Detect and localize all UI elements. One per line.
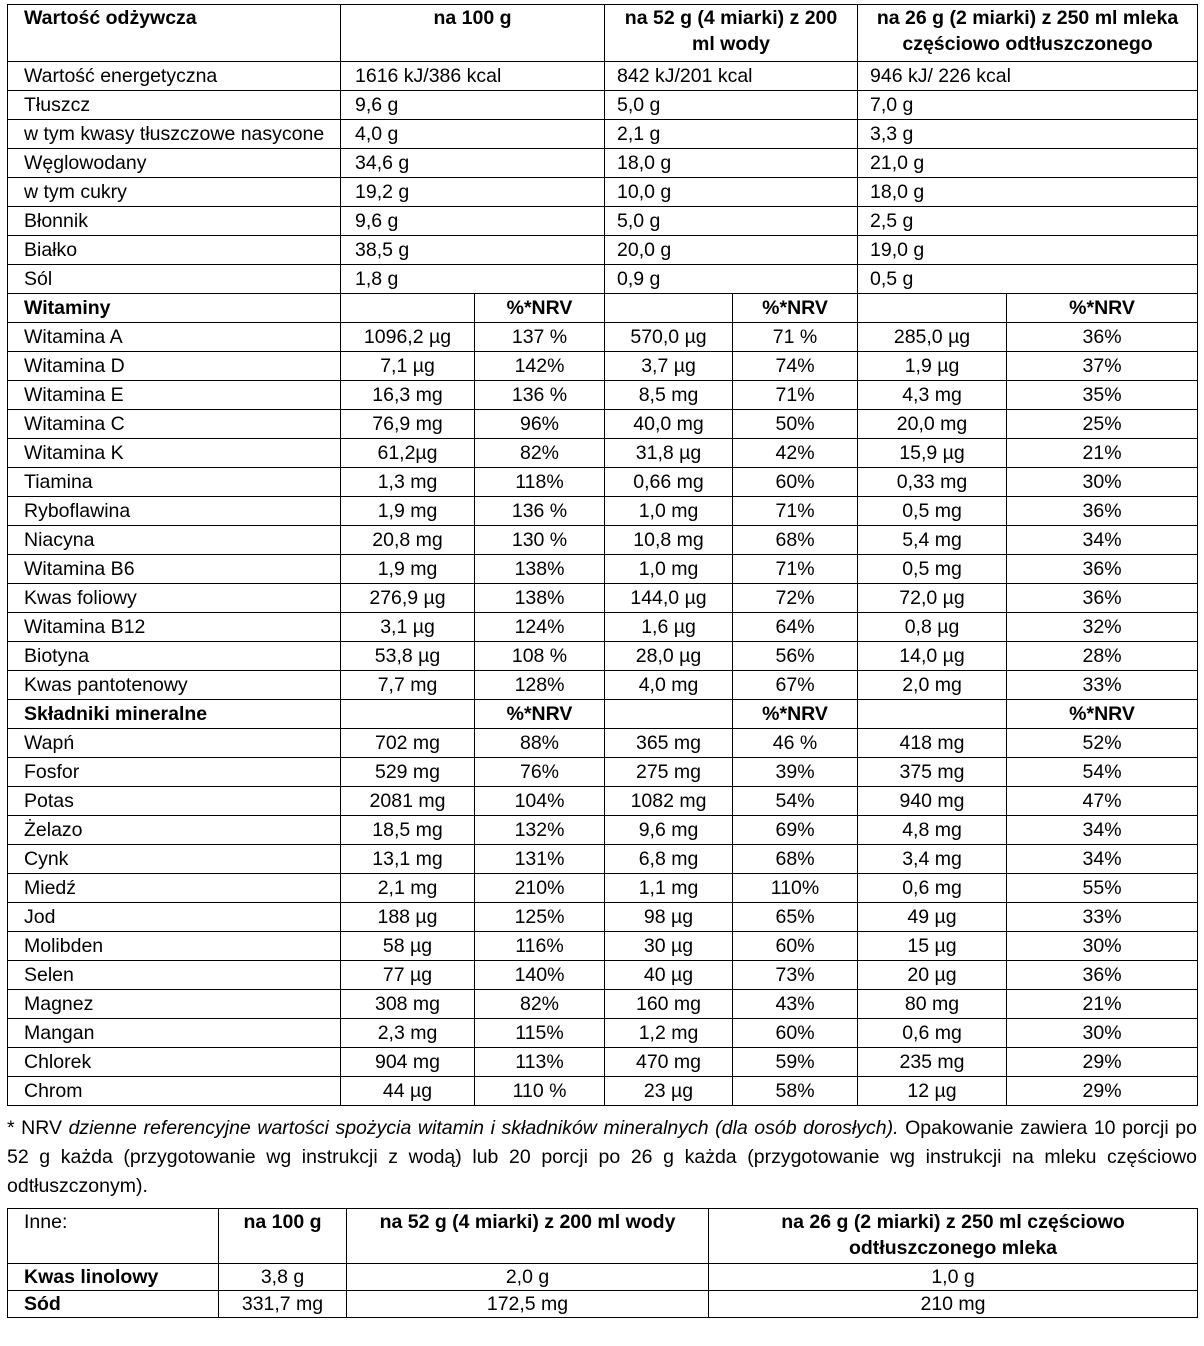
empty-cell <box>605 294 733 323</box>
value-per-100g: 1,9 mg <box>341 497 475 526</box>
nutrient-name: w tym kwasy tłuszczowe nasycone <box>8 120 341 149</box>
nrv-per-26g: 32% <box>1007 613 1198 642</box>
vitamin-row-name: Tiamina <box>8 468 341 497</box>
value-per-52g: 275 mg <box>605 758 733 787</box>
value-per-100g: 44 µg <box>341 1077 475 1106</box>
other-nutrient-name: Kwas linolowy <box>8 1264 219 1291</box>
value-per-52g: 30 µg <box>605 932 733 961</box>
value-per-52g: 2,0 g <box>347 1264 709 1291</box>
mineral-row-name: Molibden <box>8 932 341 961</box>
other-row <box>8 1264 1198 1291</box>
nrv-per-100g: 131% <box>475 845 605 874</box>
nrv-per-26g: 47% <box>1007 787 1198 816</box>
nrv-per-100g: 138% <box>475 555 605 584</box>
header-per-26g: na 26 g (2 miarki) z 250 ml mleka częściowo odtłuszczonego <box>858 5 1198 62</box>
vitamin-row-name: Witamina A <box>8 323 341 352</box>
mineral-row <box>8 787 1198 816</box>
vitamin-row <box>8 584 1198 613</box>
value-per-26g: 15 µg <box>858 932 1007 961</box>
nutrient-name: Tłuszcz <box>8 91 341 120</box>
value-per-52g: 4,0 mg <box>605 671 733 700</box>
nrv-per-52g: 42% <box>733 439 858 468</box>
nrv-per-52g: 64% <box>733 613 858 642</box>
value-per-52g: 6,8 mg <box>605 845 733 874</box>
value-per-100g: 16,3 mg <box>341 381 475 410</box>
vitamin-row <box>8 642 1198 671</box>
vitamin-row <box>8 381 1198 410</box>
nrv-per-100g: 136 % <box>475 497 605 526</box>
value-per-52g: 0,66 mg <box>605 468 733 497</box>
value-per-52g: 9,6 mg <box>605 816 733 845</box>
nutrient-name: w tym cukry <box>8 178 341 207</box>
vitamin-row-name: Witamina D <box>8 352 341 381</box>
mineral-row-name: Magnez <box>8 990 341 1019</box>
nrv-per-52g: 68% <box>733 845 858 874</box>
nutrient-name: Błonnik <box>8 207 341 236</box>
nrv-header-100g: %*NRV <box>475 700 605 729</box>
value-per-100g: 276,9 µg <box>341 584 475 613</box>
nrv-header-52g: %*NRV <box>733 700 858 729</box>
vitamins-header-label: Witaminy <box>8 294 341 323</box>
value-per-100g: 18,5 mg <box>341 816 475 845</box>
vitamin-row-name: Kwas pantotenowy <box>8 671 341 700</box>
vitamins-header <box>8 294 1198 323</box>
value-per-52g: 10,8 mg <box>605 526 733 555</box>
nrv-per-52g: 46 % <box>733 729 858 758</box>
value-per-26g: 18,0 g <box>858 178 1198 207</box>
nrv-per-100g: 130 % <box>475 526 605 555</box>
value-per-100g: 7,7 mg <box>341 671 475 700</box>
value-per-52g: 10,0 g <box>605 178 858 207</box>
nrv-per-52g: 43% <box>733 990 858 1019</box>
nrv-per-100g: 125% <box>475 903 605 932</box>
nrv-per-100g: 118% <box>475 468 605 497</box>
vitamin-row-name: Witamina B12 <box>8 613 341 642</box>
nrv-per-26g: 34% <box>1007 816 1198 845</box>
other-header-per-100g: na 100 g <box>219 1209 347 1264</box>
value-per-52g: 5,0 g <box>605 91 858 120</box>
nutrient-row <box>8 62 1198 91</box>
value-per-26g: 21,0 g <box>858 149 1198 178</box>
nrv-per-100g: 138% <box>475 584 605 613</box>
value-per-100g: 34,6 g <box>341 149 605 178</box>
nutrient-row <box>8 149 1198 178</box>
mineral-row <box>8 874 1198 903</box>
value-per-100g: 20,8 mg <box>341 526 475 555</box>
value-per-100g: 76,9 mg <box>341 410 475 439</box>
value-per-52g: 5,0 g <box>605 207 858 236</box>
nrv-per-26g: 28% <box>1007 642 1198 671</box>
value-per-26g: 5,4 mg <box>858 526 1007 555</box>
nrv-per-52g: 58% <box>733 1077 858 1106</box>
empty-cell <box>858 294 1007 323</box>
header-row <box>8 5 1198 62</box>
mineral-row-name: Miedź <box>8 874 341 903</box>
nrv-per-100g: 116% <box>475 932 605 961</box>
minerals-header-label: Składniki mineralne <box>8 700 341 729</box>
value-per-26g: 375 mg <box>858 758 1007 787</box>
footnote-package-info: Opakowanie zawiera 10 porcji po 52 g każda (przygotowanie wg instrukcji z wodą) lub 20 porcji po 26 g każda (przygotowanie wg instrukcji na mleku częściowo odtłuszczonym). <box>7 1117 1197 1197</box>
value-per-100g: 4,0 g <box>341 120 605 149</box>
value-per-52g: 365 mg <box>605 729 733 758</box>
nutrient-name: Sól <box>8 265 341 294</box>
nutrient-row <box>8 236 1198 265</box>
value-per-26g: 0,6 mg <box>858 1019 1007 1048</box>
nrv-per-100g: 110 % <box>475 1077 605 1106</box>
value-per-100g: 1,9 mg <box>341 555 475 584</box>
value-per-26g: 0,5 mg <box>858 497 1007 526</box>
header-per-52g: na 52 g (4 miarki) z 200 ml wody <box>605 5 858 62</box>
value-per-52g: 1082 mg <box>605 787 733 816</box>
nrv-per-100g: 96% <box>475 410 605 439</box>
nrv-per-26g: 33% <box>1007 903 1198 932</box>
nrv-header-100g: %*NRV <box>475 294 605 323</box>
vitamin-row <box>8 555 1198 584</box>
value-per-26g: 285,0 µg <box>858 323 1007 352</box>
value-per-100g: 1096,2 µg <box>341 323 475 352</box>
nrv-per-52g: 65% <box>733 903 858 932</box>
value-per-100g: 77 µg <box>341 961 475 990</box>
mineral-row-name: Selen <box>8 961 341 990</box>
nrv-per-100g: 136 % <box>475 381 605 410</box>
value-per-26g: 4,3 mg <box>858 381 1007 410</box>
value-per-26g: 0,6 mg <box>858 874 1007 903</box>
value-per-26g: 20,0 mg <box>858 410 1007 439</box>
nrv-per-100g: 88% <box>475 729 605 758</box>
value-per-52g: 842 kJ/201 kcal <box>605 62 858 91</box>
nrv-per-26g: 55% <box>1007 874 1198 903</box>
value-per-26g: 946 kJ/ 226 kcal <box>858 62 1198 91</box>
value-per-52g: 98 µg <box>605 903 733 932</box>
value-per-26g: 3,3 g <box>858 120 1198 149</box>
nrv-per-26g: 25% <box>1007 410 1198 439</box>
vitamin-row-name: Witamina C <box>8 410 341 439</box>
nrv-per-100g: 124% <box>475 613 605 642</box>
value-per-52g: 1,0 mg <box>605 497 733 526</box>
nrv-per-26g: 33% <box>1007 671 1198 700</box>
nutrient-name: Węglowodany <box>8 149 341 178</box>
value-per-100g: 9,6 g <box>341 207 605 236</box>
mineral-row <box>8 1077 1198 1106</box>
mineral-row-name: Chrom <box>8 1077 341 1106</box>
vitamin-row <box>8 439 1198 468</box>
mineral-row-name: Jod <box>8 903 341 932</box>
nrv-per-26g: 30% <box>1007 468 1198 497</box>
value-per-100g: 61,2µg <box>341 439 475 468</box>
empty-cell <box>341 294 475 323</box>
value-per-52g: 20,0 g <box>605 236 858 265</box>
other-header-per-26g: na 26 g (2 miarki) z 250 ml częściowo odtłuszczonego mleka <box>709 1209 1198 1264</box>
nutrient-row <box>8 207 1198 236</box>
mineral-row <box>8 1048 1198 1077</box>
value-per-100g: 7,1 µg <box>341 352 475 381</box>
nrv-per-100g: 142% <box>475 352 605 381</box>
nrv-per-26g: 35% <box>1007 381 1198 410</box>
value-per-52g: 570,0 µg <box>605 323 733 352</box>
nutrition-table <box>7 4 1198 1106</box>
other-table <box>7 1208 1198 1318</box>
vitamin-row <box>8 352 1198 381</box>
nrv-per-52g: 60% <box>733 1019 858 1048</box>
nrv-per-100g: 137 % <box>475 323 605 352</box>
empty-cell <box>605 700 733 729</box>
nutrient-name: Białko <box>8 236 341 265</box>
nrv-per-100g: 113% <box>475 1048 605 1077</box>
nrv-per-26g: 36% <box>1007 555 1198 584</box>
nrv-per-52g: 54% <box>733 787 858 816</box>
mineral-row-name: Fosfor <box>8 758 341 787</box>
nrv-per-100g: 82% <box>475 439 605 468</box>
mineral-row <box>8 961 1198 990</box>
value-per-100g: 308 mg <box>341 990 475 1019</box>
minerals-header <box>8 700 1198 729</box>
nutrient-row <box>8 265 1198 294</box>
mineral-row <box>8 758 1198 787</box>
value-per-100g: 702 mg <box>341 729 475 758</box>
value-per-26g: 20 µg <box>858 961 1007 990</box>
value-per-26g: 0,5 mg <box>858 555 1007 584</box>
vitamin-row-name: Kwas foliowy <box>8 584 341 613</box>
value-per-26g: 1,9 µg <box>858 352 1007 381</box>
value-per-100g: 2,1 mg <box>341 874 475 903</box>
vitamin-row <box>8 671 1198 700</box>
nrv-per-52g: 71 % <box>733 323 858 352</box>
nrv-per-26g: 29% <box>1007 1048 1198 1077</box>
value-per-52g: 18,0 g <box>605 149 858 178</box>
mineral-row-name: Chlorek <box>8 1048 341 1077</box>
footnote <box>7 1114 1197 1201</box>
other-header-per-52g: na 52 g (4 miarki) z 200 ml wody <box>347 1209 709 1264</box>
empty-cell <box>341 700 475 729</box>
nutrient-row <box>8 178 1198 207</box>
value-per-52g: 1,6 µg <box>605 613 733 642</box>
nrv-per-52g: 74% <box>733 352 858 381</box>
nrv-per-100g: 104% <box>475 787 605 816</box>
mineral-row-name: Mangan <box>8 1019 341 1048</box>
vitamin-row-name: Witamina E <box>8 381 341 410</box>
header-per-100g: na 100 g <box>341 5 605 62</box>
value-per-52g: 2,1 g <box>605 120 858 149</box>
nrv-per-26g: 36% <box>1007 497 1198 526</box>
nrv-per-52g: 71% <box>733 381 858 410</box>
value-per-52g: 1,2 mg <box>605 1019 733 1048</box>
mineral-row-name: Cynk <box>8 845 341 874</box>
nrv-per-26g: 21% <box>1007 990 1198 1019</box>
nrv-per-52g: 68% <box>733 526 858 555</box>
nrv-per-52g: 69% <box>733 816 858 845</box>
value-per-26g: 4,8 mg <box>858 816 1007 845</box>
value-per-100g: 331,7 mg <box>219 1291 347 1318</box>
nrv-per-26g: 34% <box>1007 845 1198 874</box>
nrv-per-100g: 115% <box>475 1019 605 1048</box>
value-per-52g: 172,5 mg <box>347 1291 709 1318</box>
nrv-per-26g: 54% <box>1007 758 1198 787</box>
nrv-per-26g: 34% <box>1007 526 1198 555</box>
value-per-100g: 13,1 mg <box>341 845 475 874</box>
vitamin-row <box>8 526 1198 555</box>
value-per-52g: 144,0 µg <box>605 584 733 613</box>
other-row <box>8 1291 1198 1318</box>
footnote-prefix: * NRV <box>7 1117 69 1139</box>
nrv-header-26g: %*NRV <box>1007 294 1198 323</box>
value-per-26g: 2,5 g <box>858 207 1198 236</box>
nrv-per-52g: 73% <box>733 961 858 990</box>
nrv-per-100g: 132% <box>475 816 605 845</box>
value-per-100g: 188 µg <box>341 903 475 932</box>
value-per-26g: 80 mg <box>858 990 1007 1019</box>
empty-cell <box>858 700 1007 729</box>
nrv-per-100g: 210% <box>475 874 605 903</box>
value-per-26g: 2,0 mg <box>858 671 1007 700</box>
nrv-per-100g: 82% <box>475 990 605 1019</box>
vitamin-row <box>8 410 1198 439</box>
value-per-52g: 28,0 µg <box>605 642 733 671</box>
vitamin-row-name: Niacyna <box>8 526 341 555</box>
nrv-per-26g: 30% <box>1007 1019 1198 1048</box>
value-per-26g: 15,9 µg <box>858 439 1007 468</box>
nrv-per-26g: 29% <box>1007 1077 1198 1106</box>
value-per-100g: 3,8 g <box>219 1264 347 1291</box>
value-per-100g: 1616 kJ/386 kcal <box>341 62 605 91</box>
value-per-100g: 3,1 µg <box>341 613 475 642</box>
nrv-per-52g: 39% <box>733 758 858 787</box>
value-per-100g: 1,3 mg <box>341 468 475 497</box>
value-per-52g: 40,0 mg <box>605 410 733 439</box>
value-per-52g: 40 µg <box>605 961 733 990</box>
nrv-per-26g: 36% <box>1007 961 1198 990</box>
nrv-per-52g: 71% <box>733 497 858 526</box>
nrv-per-26g: 52% <box>1007 729 1198 758</box>
footnote-nrv-definition: dzienne referencyjne wartości spożycia witamin i składników mineralnych (dla osób dorosłych). <box>68 1117 899 1139</box>
value-per-100g: 529 mg <box>341 758 475 787</box>
value-per-26g: 940 mg <box>858 787 1007 816</box>
nrv-per-52g: 59% <box>733 1048 858 1077</box>
value-per-100g: 904 mg <box>341 1048 475 1077</box>
mineral-row <box>8 990 1198 1019</box>
value-per-100g: 9,6 g <box>341 91 605 120</box>
value-per-52g: 1,1 mg <box>605 874 733 903</box>
value-per-26g: 0,33 mg <box>858 468 1007 497</box>
mineral-row-name: Potas <box>8 787 341 816</box>
nrv-per-52g: 72% <box>733 584 858 613</box>
value-per-26g: 7,0 g <box>858 91 1198 120</box>
nrv-per-52g: 56% <box>733 642 858 671</box>
value-per-100g: 2081 mg <box>341 787 475 816</box>
value-per-26g: 1,0 g <box>709 1264 1198 1291</box>
nrv-per-100g: 128% <box>475 671 605 700</box>
value-per-100g: 2,3 mg <box>341 1019 475 1048</box>
value-per-52g: 160 mg <box>605 990 733 1019</box>
value-per-26g: 210 mg <box>709 1291 1198 1318</box>
nrv-per-100g: 108 % <box>475 642 605 671</box>
value-per-26g: 12 µg <box>858 1077 1007 1106</box>
value-per-100g: 19,2 g <box>341 178 605 207</box>
value-per-100g: 53,8 µg <box>341 642 475 671</box>
value-per-26g: 418 mg <box>858 729 1007 758</box>
nrv-per-52g: 67% <box>733 671 858 700</box>
mineral-row-name: Wapń <box>8 729 341 758</box>
vitamin-row <box>8 497 1198 526</box>
vitamin-row-name: Ryboflawina <box>8 497 341 526</box>
value-per-100g: 58 µg <box>341 932 475 961</box>
nutrient-row <box>8 120 1198 149</box>
nrv-per-26g: 36% <box>1007 323 1198 352</box>
mineral-row <box>8 729 1198 758</box>
other-header-row <box>8 1209 1198 1264</box>
value-per-52g: 3,7 µg <box>605 352 733 381</box>
mineral-row <box>8 1019 1198 1048</box>
value-per-26g: 14,0 µg <box>858 642 1007 671</box>
other-nutrient-name: Sód <box>8 1291 219 1318</box>
nrv-per-26g: 36% <box>1007 584 1198 613</box>
vitamin-row-name: Witamina K <box>8 439 341 468</box>
nrv-per-26g: 21% <box>1007 439 1198 468</box>
value-per-26g: 49 µg <box>858 903 1007 932</box>
vitamin-row-name: Witamina B6 <box>8 555 341 584</box>
nrv-per-52g: 50% <box>733 410 858 439</box>
value-per-26g: 0,5 g <box>858 265 1198 294</box>
value-per-26g: 19,0 g <box>858 236 1198 265</box>
nrv-per-52g: 60% <box>733 468 858 497</box>
nrv-per-52g: 60% <box>733 932 858 961</box>
vitamin-row <box>8 613 1198 642</box>
value-per-52g: 23 µg <box>605 1077 733 1106</box>
mineral-row-name: Żelazo <box>8 816 341 845</box>
vitamin-row <box>8 468 1198 497</box>
nrv-per-52g: 110% <box>733 874 858 903</box>
value-per-52g: 8,5 mg <box>605 381 733 410</box>
mineral-row <box>8 903 1198 932</box>
value-per-26g: 3,4 mg <box>858 845 1007 874</box>
header-label: Wartość odżywcza <box>8 5 341 62</box>
value-per-26g: 235 mg <box>858 1048 1007 1077</box>
value-per-52g: 1,0 mg <box>605 555 733 584</box>
nutrient-row <box>8 91 1198 120</box>
value-per-52g: 31,8 µg <box>605 439 733 468</box>
vitamin-row <box>8 323 1198 352</box>
mineral-row <box>8 932 1198 961</box>
nrv-per-100g: 140% <box>475 961 605 990</box>
nrv-per-26g: 30% <box>1007 932 1198 961</box>
value-per-26g: 72,0 µg <box>858 584 1007 613</box>
value-per-52g: 470 mg <box>605 1048 733 1077</box>
nrv-per-26g: 37% <box>1007 352 1198 381</box>
nrv-header-52g: %*NRV <box>733 294 858 323</box>
value-per-52g: 0,9 g <box>605 265 858 294</box>
value-per-100g: 1,8 g <box>341 265 605 294</box>
nutrient-name: Wartość energetyczna <box>8 62 341 91</box>
value-per-26g: 0,8 µg <box>858 613 1007 642</box>
mineral-row <box>8 845 1198 874</box>
value-per-100g: 38,5 g <box>341 236 605 265</box>
nrv-per-100g: 76% <box>475 758 605 787</box>
other-header-label: Inne: <box>8 1209 219 1264</box>
vitamin-row-name: Biotyna <box>8 642 341 671</box>
nrv-per-52g: 71% <box>733 555 858 584</box>
nrv-header-26g: %*NRV <box>1007 700 1198 729</box>
mineral-row <box>8 816 1198 845</box>
